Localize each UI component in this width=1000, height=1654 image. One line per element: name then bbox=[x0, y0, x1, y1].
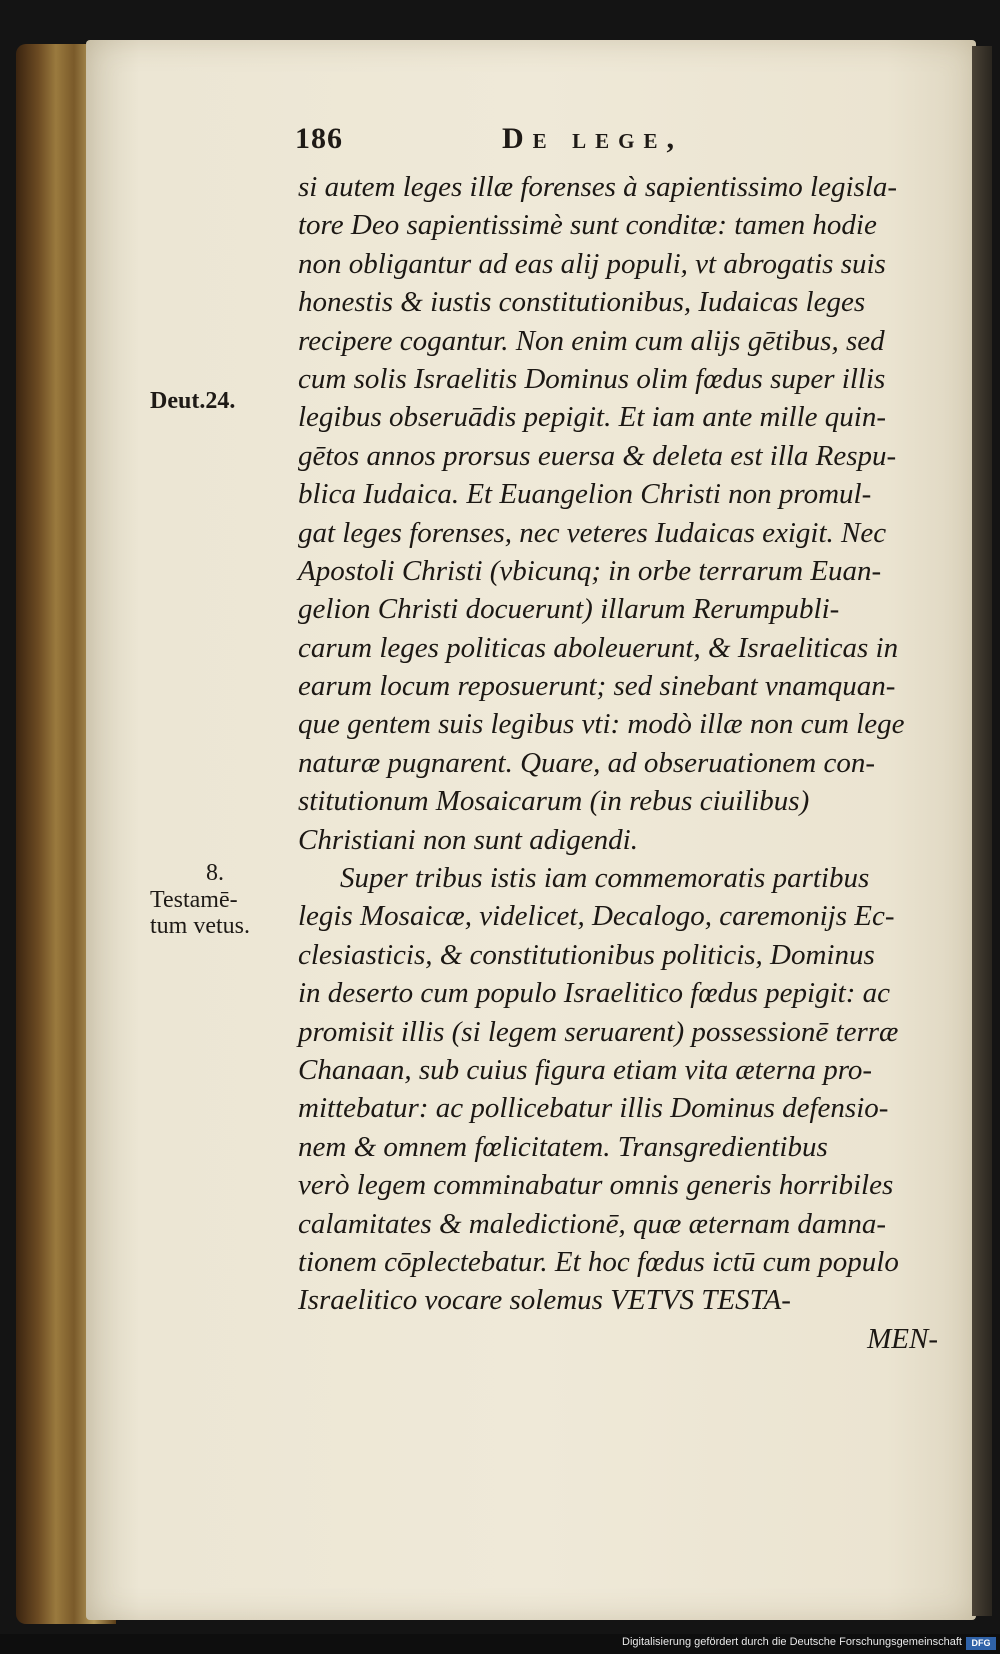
dfg-logo-icon[interactable]: DFG bbox=[966, 1637, 996, 1650]
text-line: gat leges forenses, nec veteres Iudaicas exigit. Nec bbox=[298, 516, 887, 549]
catchword: MEN- bbox=[867, 1322, 938, 1355]
margin-note-section-number: 8. bbox=[206, 860, 224, 886]
page-number: 186 bbox=[295, 122, 343, 155]
text-line: mittebatur: ac pollicebatur illis Dominus defensio- bbox=[298, 1092, 889, 1125]
paragraph-first-line: Super tribus istis iam commemoratis partibus bbox=[340, 862, 870, 895]
text-line: cum solis Israelitis Dominus olim fœdus super illis bbox=[298, 362, 886, 395]
text-line: nem & omnem fœlicitatem. Transgredientibus bbox=[298, 1130, 828, 1163]
margin-note-testamentum-cont: tum vetus. bbox=[150, 913, 250, 939]
text-line: legibus obseruādis pepigit. Et iam ante mille quin- bbox=[298, 401, 887, 434]
text-line: que gentem suis legibus vti: modò illæ non cum lege bbox=[298, 708, 905, 741]
text-line: blica Iudaica. Et Euangelion Christi non promul- bbox=[298, 478, 872, 511]
footer-credit: Digitalisierung gefördert durch die Deutsche Forschungsgemeinschaft bbox=[622, 1636, 962, 1648]
text-line: gelion Christi docuerunt) illarum Rerumpubli- bbox=[298, 593, 840, 626]
text-line: recipere cogantur. Non enim cum alijs gētibus, sed bbox=[298, 324, 885, 357]
text-line: stitutionum Mosaicarum (in rebus ciuilibus) bbox=[298, 785, 810, 818]
text-line: clesiasticis, & constitutionibus politicis, Dominus bbox=[298, 938, 875, 971]
text-line: legis Mosaicæ, videlicet, Decalogo, caremonijs Ec- bbox=[298, 900, 895, 933]
binding-strip bbox=[972, 46, 992, 1616]
text-line: in deserto cum populo Israelitico fœdus pepigit: ac bbox=[298, 977, 891, 1010]
text-line: earum locum reposuerunt; sed sinebant vnamquan- bbox=[298, 670, 896, 703]
margin-note-testamentum: Testamē- bbox=[150, 887, 238, 913]
text-line: Apostoli Christi (vbicunq; in orbe terrarum Euan- bbox=[298, 554, 882, 587]
body-text bbox=[298, 168, 948, 1358]
text-line: honestis & iustis constitutionibus, Iudaicas leges bbox=[298, 286, 866, 319]
margin-note-deut: Deut.24. bbox=[150, 388, 236, 414]
text-line: gētos annos prorsus euersa & deleta est illa Respu- bbox=[298, 439, 897, 472]
text-line: tionem cōplectebatur. Et hoc fœdus ictū cum populo bbox=[298, 1245, 899, 1278]
text-line: promisit illis (si legem seruarent) possessionē terræ bbox=[298, 1015, 899, 1048]
text-line: naturæ pugnarent. Quare, ad obseruationem con- bbox=[298, 746, 875, 779]
text-line: Christiani non sunt adigendi. bbox=[298, 823, 638, 856]
text-line: verò legem comminabatur omnis generis horribiles bbox=[298, 1169, 894, 1202]
text-line: calamitates & maledictionē, quæ æternam damna- bbox=[298, 1207, 886, 1240]
text-line: Israelitico vocare solemus VETVS TESTA- bbox=[298, 1284, 791, 1317]
text-line: Chanaan, sub cuius figura etiam vita æterna pro- bbox=[298, 1053, 873, 1086]
running-title: De lege, bbox=[502, 122, 684, 155]
text-line: carum leges politicas aboleuerunt, & Israeliticas in bbox=[298, 631, 899, 664]
text-line: non obligantur ad eas alij populi, vt abrogatis suis bbox=[298, 247, 886, 280]
text-line: tore Deo sapientissimè sunt conditæ: tamen hodie bbox=[298, 209, 877, 242]
text-line: si autem leges illæ forenses à sapientissimo legisla- bbox=[298, 171, 898, 203]
